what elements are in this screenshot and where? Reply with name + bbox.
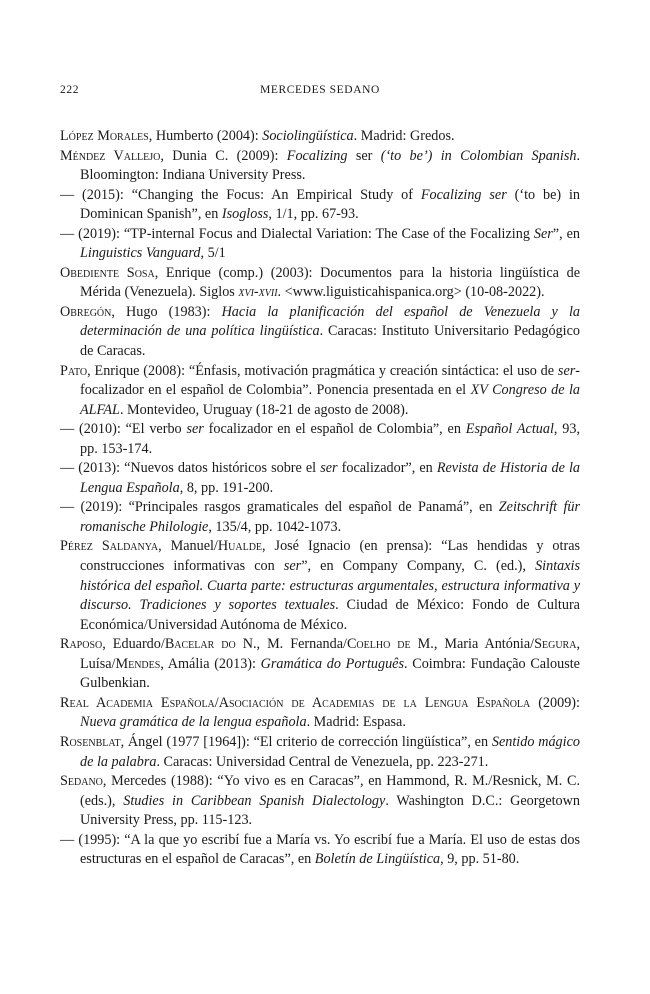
reference-text: ”, en Company Company, C. (ed.), [301,558,536,575]
reference-text: Nueva gramática de la lengua española [80,714,307,731]
running-header [60,84,580,100]
reference-text: — (2015): “Changing the Focus: An Empirical Study of [60,186,421,203]
reference-text: . <www.liguisticahispanica.org> (10-08-2022). [277,284,545,301]
reference-text: Méndez Vallejo [60,147,161,164]
reference-entry [60,264,580,303]
reference-text: Revista de Historia de la Lengua Española [80,460,580,496]
reference-text: Ser [533,225,553,242]
reference-entry [60,186,580,225]
reference-text: . Bloomington: Indiana University Press. [80,147,581,184]
reference-text: Rosenblat [60,733,121,750]
reference-entry [60,420,580,459]
reference-text: (‘to be’) in Colombian Spanish [380,147,577,164]
page-number: 222 [60,84,80,96]
reference-text: ser [186,421,204,438]
reference-text: , 5/1 [200,245,226,262]
reference-text: Coelho de [346,636,411,653]
reference-text: ser [283,558,302,575]
reference-text: Boletín de Lingüística [314,851,441,868]
reference-text: , Enrique (2008): “Énfasis, motivación pragmática y creación sintáctica: el uso de [87,362,558,379]
reference-text: Pérez Saldanya [60,538,159,555]
reference-text: Real Academia Española/Asociación de Academias de la Lengua Española [60,694,531,711]
reference-text: . Madrid: Gredos. [353,128,455,144]
reference-text: , Mercedes (1988): “Yo vivo es en Caracas”, en Hammond, R. M./Resnick, M. C. (eds.), [80,773,580,809]
reference-entry [60,733,580,772]
reference-text: , Luísa/ [80,636,580,672]
reference-text: Zeitschrift für romanische Philologie [80,499,581,535]
reference-text: Pato [60,362,88,379]
reference-text: (2009): [530,694,580,711]
reference-text: ”, en [552,225,580,242]
reference-text: Bacelar do [164,636,236,653]
reference-text: , 93, pp. 153-174. [80,421,580,457]
reference-text: . Caracas: Instituto Universitario Pedagógico de Caracas. [80,323,581,360]
reference-text: ser [320,460,338,477]
reference-text: ser [355,147,381,164]
reference-text: ser [557,362,576,379]
reference-text: Hacia la planificación del español de Venezuela y la determinación de una política lingüística [80,303,580,340]
reference-entry [60,303,580,362]
reference-text: Gramática do Português [260,655,404,672]
reference-text: N., M. Fernanda/ [235,636,347,653]
reference-text: — (2019): “TP-internal Focus and Dialectal Variation: The Case of the Focalizing [60,225,534,242]
reference-text: xvi-xvii [238,284,278,301]
reference-entry [60,831,580,870]
reference-text: Sintaxis histórica del español. Cuarta parte: estructuras argumentales, estructura informativa y discurso. Tradiciones y soportes textuales [80,558,580,614]
reference-text: Obregón [60,303,112,320]
reference-text: . Washington D.C.: Georgetown University Press, pp. 115-123. [80,792,580,829]
reference-text: , 135/4, pp. 1042-1073. [208,518,342,535]
reference-text: , Manuel/ [158,538,218,555]
reference-text: — (2019): “Principales rasgos gramaticales del español de Panamá”, en [60,499,499,516]
reference-entry [60,537,580,635]
reference-text: XV Congreso de la ALFAL [80,382,581,418]
reference-text: Hualde [217,538,263,555]
reference-text: (‘to be) in Dominican Spanish”, en [80,186,580,223]
reference-text: , Humberto (2004): [148,128,263,144]
reference-text: Sociolingüística [262,128,354,144]
reference-text: Isogloss [221,206,269,223]
reference-text: , Enrique (comp.) (2003): Documentos para la historia lingüística de Mérida (Venezuela). Siglos [80,264,580,301]
reference-entry [60,635,580,694]
reference-text: . Ciudad de México: Fondo de Cultura Económica/Universidad Autónoma de México. [80,597,580,633]
reference-text: Segura [534,636,577,653]
reference-text: , 1/1, pp. 67-93. [268,206,359,223]
reference-text: , Ángel (1977 [1964]): “El criterio de corrección lingüística”, en [120,733,492,750]
reference-text: M., Maria Antónia/ [410,636,535,653]
reference-text: . Madrid: Espasa. [306,714,406,731]
reference-text: . Coimbra: Fundação Calouste Gulbenkian. [80,655,580,692]
reference-entry [60,498,580,537]
reference-list [60,127,580,870]
reference-text: Sentido mágico de la palabra [80,733,580,770]
reference-text: . Montevideo, Uruguay (18-21 de agosto de 2008). [119,401,409,418]
reference-text: , Dunia C. (2009): [160,147,287,164]
reference-text: Raposo [60,636,103,653]
reference-entry [60,127,580,147]
reference-entry [60,459,580,498]
reference-text: , Hugo (1983): [111,303,222,320]
reference-text: -focalizador en el español de Colombia”. Ponencia presentada en el [80,362,580,399]
reference-text: , Eduardo/ [102,636,165,653]
reference-text: Mendes [115,655,161,672]
reference-text: López Morales [60,128,149,144]
reference-text: focalizador en el español de Colombia”, en [203,421,466,438]
reference-entry [60,225,580,264]
reference-text: focalizador”, en [337,460,437,477]
reference-text: — (2010): “El verbo [60,421,187,438]
reference-entry [60,694,580,733]
reference-text: , José Ignacio (en prensa): “Las hendidas y otras construcciones informativas con [80,538,581,575]
reference-text: , Amália (2013): [160,655,261,672]
reference-text: Obediente Sosa [60,264,155,281]
reference-text: Español Actual [465,421,554,438]
reference-text: Focalizing [286,147,356,164]
reference-text: , 9, pp. 51-80. [440,851,520,868]
reference-text: Linguistics Vanguard [80,245,201,262]
running-title: MERCEDES SEDANO [260,84,380,96]
reference-entry [60,772,580,831]
reference-text: Sedano [60,773,103,790]
reference-entry [60,362,580,421]
reference-text: . Caracas: Universidad Central de Venezuela, pp. 223-271. [156,753,489,770]
reference-text: , 8, pp. 191-200. [179,479,274,496]
reference-entry [60,147,580,186]
reference-text: Focalizing ser [420,186,507,203]
reference-text: — (1995): “A la que yo escribí fue a María vs. Yo escribí fue a María. El uso de estas dos estructuras en el español de Caracas”, en [60,831,580,868]
reference-text: Studies in Caribbean Spanish Dialectology [123,792,386,809]
reference-text: — (2013): “Nuevos datos históricos sobre el [60,460,321,477]
